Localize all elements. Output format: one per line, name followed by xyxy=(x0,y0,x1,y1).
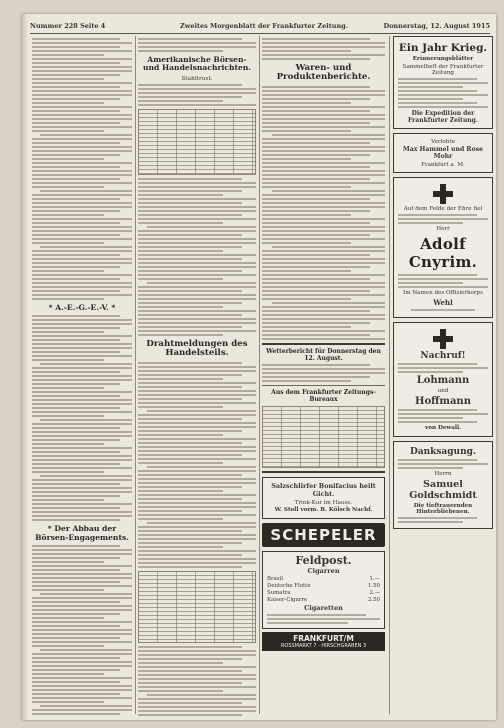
ad-names: Max Hammel und Rose Mohr xyxy=(402,146,484,160)
section-rule xyxy=(262,471,385,473)
column-divider xyxy=(259,36,260,714)
banner-city: FRANKFURT/M xyxy=(293,633,354,643)
weather-headline: Wetterbericht für Donnerstag den 12. August. xyxy=(266,347,381,362)
column-3 xyxy=(262,36,385,716)
market-table xyxy=(138,571,256,643)
price-row xyxy=(267,583,380,589)
ad-title: Ein Jahr Krieg. xyxy=(398,42,488,54)
nachruf-and: und xyxy=(437,387,449,394)
article-text xyxy=(32,38,132,300)
article-headline: Drahtmeldungen des Handelsteils. xyxy=(146,338,248,359)
notice-name: Adolf Cnyrim. xyxy=(408,235,478,271)
column-divider xyxy=(135,36,136,714)
notice-line: Im Namen des Offizierkorps xyxy=(402,290,483,296)
notice-signature: Wehl xyxy=(433,297,453,307)
cigars-heading: Cigarren xyxy=(307,566,340,575)
bureau-table xyxy=(262,406,385,468)
price-row xyxy=(267,590,380,596)
section-rule xyxy=(262,385,385,386)
danksagung-name: Samuel Goldschmidt xyxy=(409,479,477,501)
danksagung-title: Danksagung. xyxy=(409,447,477,457)
price-row-name: Sumatra xyxy=(267,589,291,596)
article-text xyxy=(32,545,132,716)
ad-subtitle-2: Sammelheft der Frankfurter Zeitung xyxy=(402,63,484,76)
price-row-price: 1.50 xyxy=(367,582,380,589)
schepeler-brand: SCHEPELER xyxy=(270,525,377,544)
article-text xyxy=(262,86,385,340)
newspaper-page xyxy=(22,14,496,720)
column-1 xyxy=(32,36,132,716)
ad-city: Frankfurt a. M. xyxy=(421,161,465,168)
article-text xyxy=(138,84,256,106)
feldpost-title: Feldpost. xyxy=(295,553,352,567)
column-4 xyxy=(393,36,493,716)
page-header xyxy=(30,20,490,32)
article-subheadline: Stahltrust. xyxy=(181,75,213,82)
nachruf-name-2: Hoffmann xyxy=(415,395,471,407)
price-row-price: 1.— xyxy=(369,575,380,582)
article-text xyxy=(138,646,256,716)
ad-headline: Salzschlirfer Bonifacius heilt Gicht. xyxy=(271,482,376,499)
nachruf-signature: von Dewall. xyxy=(424,424,462,431)
verlobung-ad xyxy=(393,133,493,173)
article-headline: * Der Abbau der Börsen-Engagements. xyxy=(35,524,129,542)
notice-intro: Auf dem Felde der Ehre fiel xyxy=(403,206,483,212)
bonifacius-ad xyxy=(262,477,385,519)
weather-text xyxy=(262,364,385,382)
stock-table xyxy=(138,109,256,175)
price-row-name: Brasil xyxy=(267,575,283,582)
nachruf-name-1: Lohmann xyxy=(416,374,470,386)
price-row-name: Deutsche Flotte xyxy=(267,582,311,589)
ein-jahr-krieg-ad xyxy=(393,36,493,129)
nachruf-notice xyxy=(393,322,493,438)
cigarettes-heading: Cigaretten xyxy=(304,603,343,612)
article-text xyxy=(262,38,385,60)
banner-address: ROSSMARKT 7 · HIRSCHGRABEN 3 xyxy=(280,642,367,649)
price-row xyxy=(267,597,380,603)
iron-cross-icon xyxy=(433,184,453,204)
article-headline: Amerikanische Börsen- und Handelsnachrichten. xyxy=(142,55,252,73)
page-number: Nummer 228 Seite 4 xyxy=(30,22,106,30)
article-headline: Waren- und Produktenberichte. xyxy=(276,63,371,83)
column-2 xyxy=(138,36,256,716)
paper-title: Zweites Morgenblatt der Frankfurter Zeitung. xyxy=(180,22,348,30)
price-row xyxy=(267,576,380,582)
ad-subtitle: Erinnerungsblätter xyxy=(412,56,474,62)
ad-intro: Verlobte xyxy=(431,138,455,145)
danksagung-rank: Herrn xyxy=(434,471,452,477)
price-row-price: 2.— xyxy=(369,589,380,596)
article-text xyxy=(138,38,256,52)
ad-firm: W. Stoll vorm. B. Kölsch Nachf. xyxy=(274,507,373,514)
article-headline: * A.-E.-G.-E.-V. * xyxy=(48,303,116,312)
header-rule xyxy=(30,33,490,34)
schepeler-ad xyxy=(262,523,385,547)
feldpost-box xyxy=(262,551,385,629)
article-text xyxy=(32,315,132,521)
price-row-price: 2.50 xyxy=(367,596,380,603)
cnyrim-death-notice xyxy=(393,177,493,318)
price-row-name: Kaiser-Cigarre xyxy=(267,596,308,603)
frankfurt-banner xyxy=(262,632,385,651)
article-text xyxy=(138,362,256,568)
article-headline: Aus dem Frankfurter Zeitungs-Bureaux xyxy=(271,388,376,403)
ad-subline: Trink-Kur im Hause. xyxy=(294,499,353,506)
article-text xyxy=(138,178,256,336)
date-line: Donnerstag, 12. August 1915 xyxy=(383,22,490,30)
nachruf-title: Nachruf! xyxy=(420,350,466,361)
notice-rank: Herr xyxy=(436,226,450,232)
column-divider xyxy=(389,36,390,714)
section-rule xyxy=(262,343,385,345)
ad-footer: Die Expedition der Frankfurter Zeitung. xyxy=(408,109,478,124)
danksagung-notice xyxy=(393,441,493,529)
danksagung-footer: Die tieftrauernden Hinterbliebenen. xyxy=(413,503,473,515)
iron-cross-icon xyxy=(433,329,453,349)
